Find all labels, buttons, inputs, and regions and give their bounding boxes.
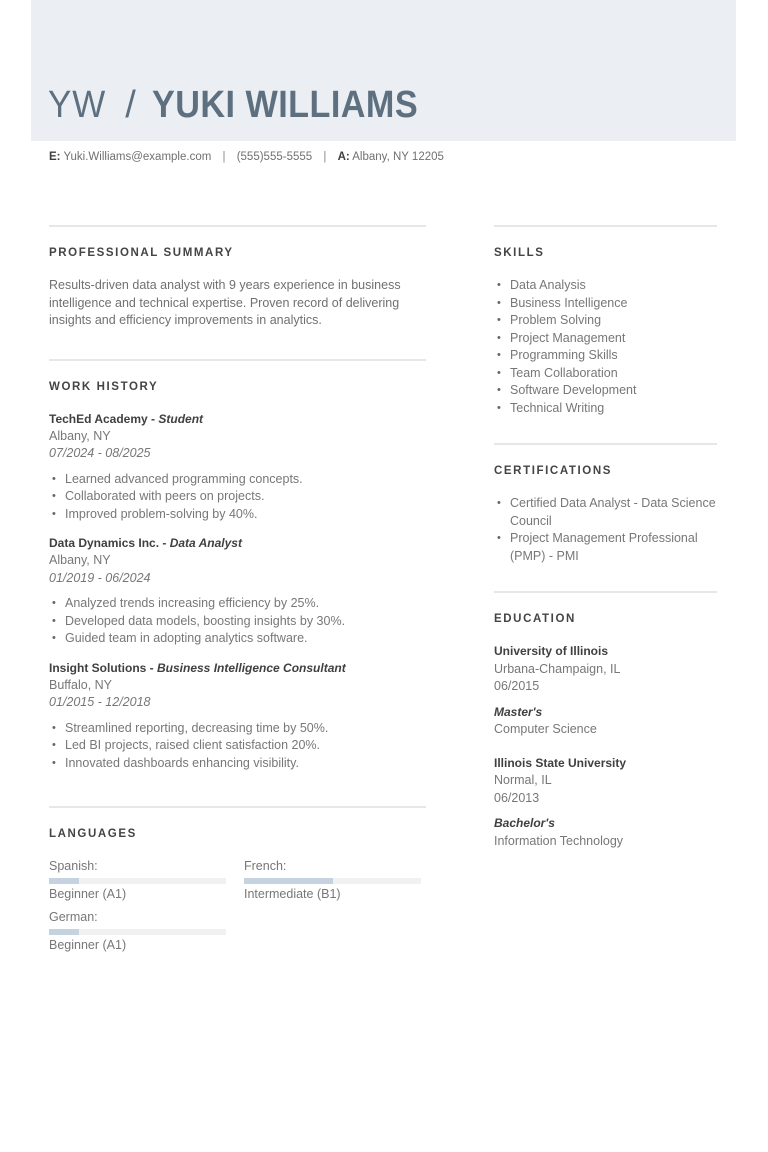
certifications-list (494, 495, 717, 565)
contact-line (49, 151, 444, 163)
job-bullet: • Analyzed trends increasing efficiency by 25%. (49, 595, 426, 613)
education-section (494, 591, 717, 850)
skills-section (494, 225, 717, 417)
name-initials: YW (48, 84, 107, 126)
phone-value[interactable]: (555)555-5555 (236, 151, 313, 163)
certification-item: • Project Management Professional (PMP) - PMI (494, 530, 717, 565)
contact-divider: | (222, 151, 226, 163)
section-title: SKILLS (494, 247, 545, 259)
skill-item: • Problem Solving (494, 312, 717, 330)
section-divider (49, 359, 426, 361)
language-level-bar (244, 878, 421, 884)
job-entry (49, 411, 426, 524)
work-history-section (49, 359, 426, 773)
job-location: Buffalo, NY (49, 677, 113, 692)
education-location: Urbana-Champaign, IL (494, 661, 621, 676)
section-title: WORK HISTORY (49, 380, 159, 393)
language-level: Beginner (A1) (49, 938, 127, 952)
job-bullet: • Streamlined reporting, decreasing time by 50%. (49, 720, 426, 738)
section-title: PROFESSIONAL SUMMARY (49, 247, 234, 259)
language-level-bar (49, 878, 226, 884)
section-title: LANGUAGES (49, 828, 137, 840)
language-name: Spanish: (49, 859, 98, 873)
full-name: YUKI WILLIAMS (151, 84, 418, 126)
job-role: Student (158, 411, 204, 426)
education-date: 06/2015 (494, 679, 540, 693)
address-value: Albany, NY 12205 (352, 151, 444, 163)
skill-item: • Technical Writing (494, 400, 717, 418)
language-level-fill (49, 878, 79, 884)
job-dash: - (147, 411, 159, 426)
job-bullets (49, 595, 426, 648)
language-level-fill (49, 929, 79, 935)
language-name: German: (49, 910, 98, 924)
section-title: EDUCATION (494, 613, 576, 625)
job-bullet: • Guided team in adopting analytics software. (49, 630, 426, 648)
languages-section (49, 806, 426, 954)
section-divider (494, 591, 717, 593)
job-company: Insight Solutions (49, 660, 147, 675)
job-bullet: • Developed data models, boosting insights by 30%. (49, 613, 426, 631)
education-degree: Master's (494, 704, 543, 719)
name-heading (48, 84, 447, 130)
languages-grid (49, 858, 426, 954)
job-dates: 01/2019 - 06/2024 (49, 570, 151, 585)
education-date: 06/2013 (494, 790, 540, 805)
section-divider (49, 225, 426, 227)
skill-item: • Programming Skills (494, 347, 717, 365)
job-heading (49, 411, 426, 428)
name-separator: / (125, 84, 136, 126)
address-label: A: (337, 151, 350, 163)
skills-list (494, 277, 717, 417)
job-dates: 07/2024 - 08/2025 (49, 446, 151, 460)
language-name: French: (244, 859, 287, 873)
job-role: Business Intelligence Consultant (157, 660, 346, 675)
skill-item: • Project Management (494, 330, 717, 348)
job-location: Albany, NY (49, 553, 111, 567)
job-heading (49, 535, 426, 552)
email-label: E: (49, 151, 61, 163)
job-entry (49, 660, 426, 773)
skill-item: • Software Development (494, 382, 717, 400)
education-field: Computer Science (494, 722, 597, 736)
job-company: Data Dynamics Inc. (49, 536, 160, 550)
skill-item: • Team Collaboration (494, 365, 717, 383)
education-school: Illinois State University (494, 755, 627, 770)
right-column (494, 225, 717, 876)
certifications-section (494, 443, 717, 565)
job-bullet: • Learned advanced programming concepts. (49, 471, 426, 489)
job-dates: 01/2015 - 12/2018 (49, 695, 151, 709)
education-location: Normal, IL (494, 773, 552, 787)
language-item (49, 858, 226, 903)
email-value[interactable]: Yuki.Williams@example.com (63, 151, 212, 163)
job-bullet: • Led BI projects, raised client satisfaction 20%. (49, 737, 426, 755)
skill-item: • Business Intelligence (494, 295, 717, 313)
section-divider (49, 806, 426, 808)
education-degree: Bachelor's (494, 816, 555, 830)
language-level: Beginner (A1) (49, 887, 127, 901)
job-bullets (49, 720, 426, 773)
section-divider (494, 225, 717, 227)
left-column (49, 225, 426, 954)
skill-item: • Data Analysis (494, 277, 717, 295)
contact-divider: | (323, 151, 327, 163)
job-entry (49, 535, 426, 648)
job-bullet: • Collaborated with peers on projects. (49, 488, 426, 506)
job-company: TechEd Academy (49, 411, 148, 426)
section-divider (494, 443, 717, 445)
job-location: Albany, NY (49, 428, 111, 443)
language-item (244, 858, 421, 903)
job-bullet: • Improved problem-solving by 40%. (49, 506, 426, 524)
job-bullets (49, 471, 426, 524)
certification-item: • Certified Data Analyst - Data Science Council (494, 495, 717, 530)
job-heading (49, 660, 426, 677)
job-dash: - (159, 536, 170, 550)
language-level: Intermediate (B1) (244, 887, 341, 901)
education-school: University of Illinois (494, 644, 609, 658)
section-title: CERTIFICATIONS (494, 465, 613, 477)
professional-summary-section (49, 225, 426, 330)
summary-text: Results-driven data analyst with 9 years experience in business intelligence and technical expertise. Proven record of delivering insights and efficiency improvements in analytics. (49, 278, 401, 327)
education-entry (494, 643, 717, 739)
job-dash: - (146, 660, 157, 675)
job-bullet: • Innovated dashboards enhancing visibility. (49, 755, 426, 773)
language-level-bar (49, 929, 226, 935)
job-role: Data Analyst (169, 536, 242, 550)
education-entry (494, 755, 717, 851)
language-level-fill (244, 878, 333, 884)
education-field: Information Technology (494, 833, 624, 848)
language-item (49, 909, 226, 954)
